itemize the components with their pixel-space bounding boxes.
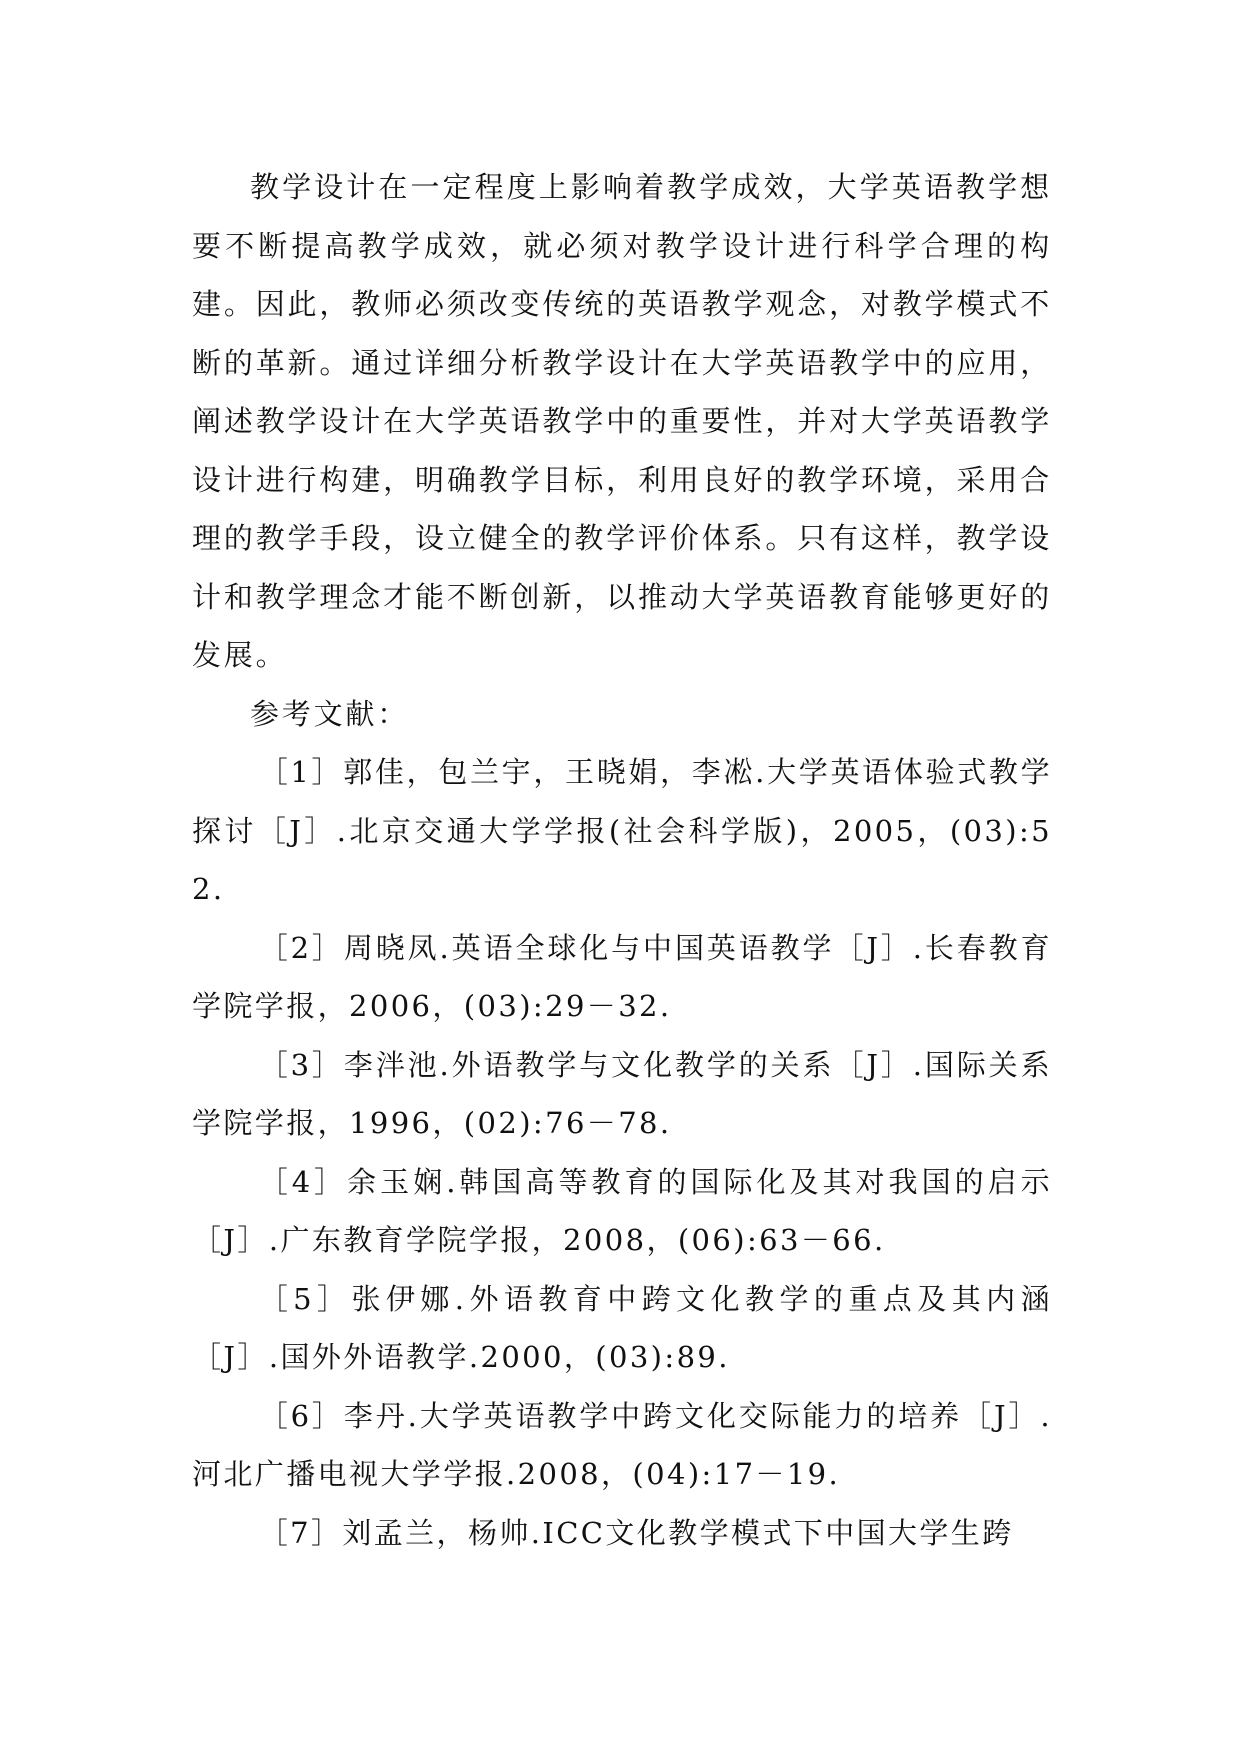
document-page bbox=[192, 158, 1052, 1562]
reference-item-3: ［3］李泮池.外语教学与文化教学的关系［J］.国际关系学院学报，1996，(02):76－78. bbox=[192, 1047, 1052, 1140]
reference-item-1: ［1］郭佳，包兰宇，王晓娟，李凇.大学英语体验式教学探讨［J］.北京交通大学学报(社会科学版)，2005，(03):52. bbox=[192, 755, 1052, 906]
body-paragraph: 教学设计在一定程度上影响着教学成效，大学英语教学想要不断提高教学成效，就必须对教学设计进行科学合理的构建。因此，教师必须改变传统的英语教学观念，对教学模式不断的革新。通过详细分析教学设计在大学英语教学中的应用，阐述教学设计在大学英语教学中的重要性，并对大学英语教学设计进行构建，明确教学目标，利用良好的教学环境，采用合理的教学手段，设立健全的教学评价体系。只有这样，教学设计和教学理念才能不断创新，以推动大学英语教育能够更好的发展。 bbox=[192, 170, 1052, 672]
reference-item-2: ［2］周晓凤.英语全球化与中国英语教学［J］.长春教育学院学报，2006，(03):29－32. bbox=[192, 930, 1052, 1023]
reference-item-4: ［4］余玉娴.韩国高等教育的国际化及其对我国的启示［J］.广东教育学院学报，2008，(06):63－66. bbox=[192, 1164, 1052, 1257]
reference-item-6: ［6］李丹.大学英语教学中跨文化交际能力的培养［J］.河北广播电视大学学报.2008，(04):17－19. bbox=[192, 1398, 1052, 1491]
reference-item-5: ［5］张伊娜.外语教育中跨文化教学的重点及其内涵［J］.国外外语教学.2000，(03):89. bbox=[192, 1281, 1052, 1374]
references-heading: 参考文献： bbox=[250, 696, 410, 731]
reference-item-7: ［7］刘孟兰，杨帅.ICC文化教学模式下中国大学生跨 bbox=[258, 1515, 1014, 1550]
